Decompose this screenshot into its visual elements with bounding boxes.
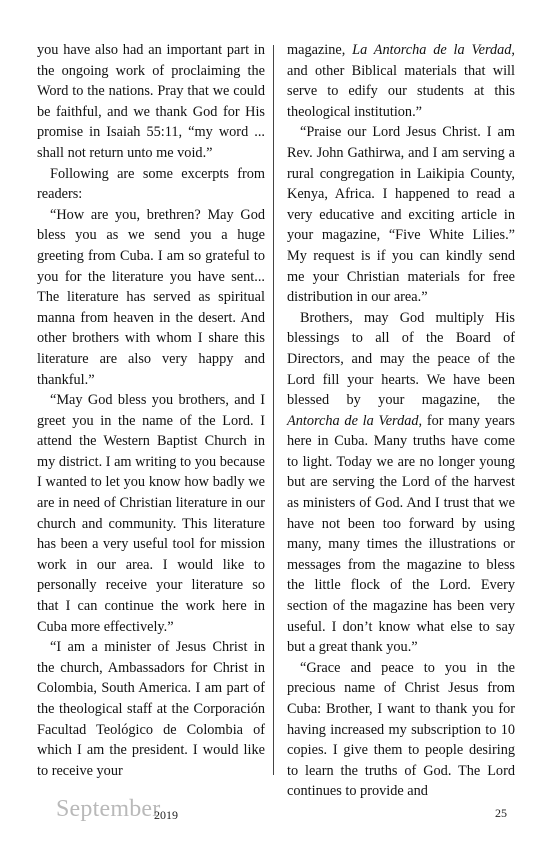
magazine-title: Antorcha de la Verdad: [287, 412, 419, 429]
footer-year: 2019: [154, 808, 178, 822]
paragraph: you have also had an important part in the ongoing work of proclaiming the Word to the nations. Pray that we could be faithful, and we thank God for His promise in Isaiah 55:11, “my word ... shall not return unto me void.”: [37, 42, 265, 161]
text-run: magazine,: [287, 42, 353, 58]
paragraph: “May God bless you brothers, and I greet you in the name of the Lord. I attend the Western Baptist Church in my district. I am writing to you because I wanted to let you know how badly we are in need of Christian literature in our church and community. This literature has been a very useful tool for mission work in our area. I would like to personally receive your literature so that I can continue the work here in Cuba more effectively.”: [37, 392, 265, 635]
footer-month: September: [56, 796, 161, 822]
text-run: Brothers, may God multiply His blessings to all of the Board of Directors, and may the peace of the Lord fill your hearts. We have been blessed by your magazine, the: [287, 309, 515, 409]
right-column: [287, 40, 515, 802]
column-divider: [273, 45, 274, 775]
paragraph: “Praise our Lord Jesus Christ. I am Rev. John Gathirwa, and I am serving a rural congregation in Laikipia County, Kenya, Africa. I happened to read a very educative and exciting article in your magazine, “Five White Lilies.” My request is if you can kindly send me your Christian materials for free distribution in our area.”: [287, 124, 515, 306]
text-run: , for many years here in Cuba. Many truths have come to light. Today we are no longer young but are serving the Lord of the harvest as ministers of God. And I trust that we have not been too forward by using many, many times the illustrations or messages from the magazine to bless the little flock of the Lord. Every section of the magazine has been very useful. I don’t know what else to say but a great thank you.”: [287, 412, 515, 656]
left-column: [37, 40, 265, 781]
paragraph: [287, 40, 515, 122]
paragraph: “How are you, brethren? May God bless you as we send you a huge greeting from Cuba. I am so grateful to you for the literature you have sent... The literature has served as spiritual manna from heaven in the desert. And other brothers with whom I share this literature are also very happy and thankful.”: [37, 206, 265, 388]
paragraph: [287, 308, 515, 658]
paragraph: “Grace and peace to you in the precious name of Christ Jesus from Cuba: Brother, I want to thank you for having increased my subscription to 10 copies. I give them to people desiring to learn the truths of God. The Lord continues to provide and: [287, 659, 515, 800]
magazine-title: La Antorcha de la Verdad: [352, 42, 512, 58]
page-number: 25: [495, 806, 507, 820]
paragraph: Following are some excerpts from readers:: [37, 165, 265, 203]
paragraph: “I am a minister of Jesus Christ in the church, Ambassadors for Christ in Colombia, South America. I am part of the theological staff at the Corporación Facultad Teológico de Colombia of which I am the president. I would like to receive your: [37, 639, 265, 779]
text-run: , and other Biblical materials that will serve to edify our students at this theological institution.”: [287, 42, 515, 120]
